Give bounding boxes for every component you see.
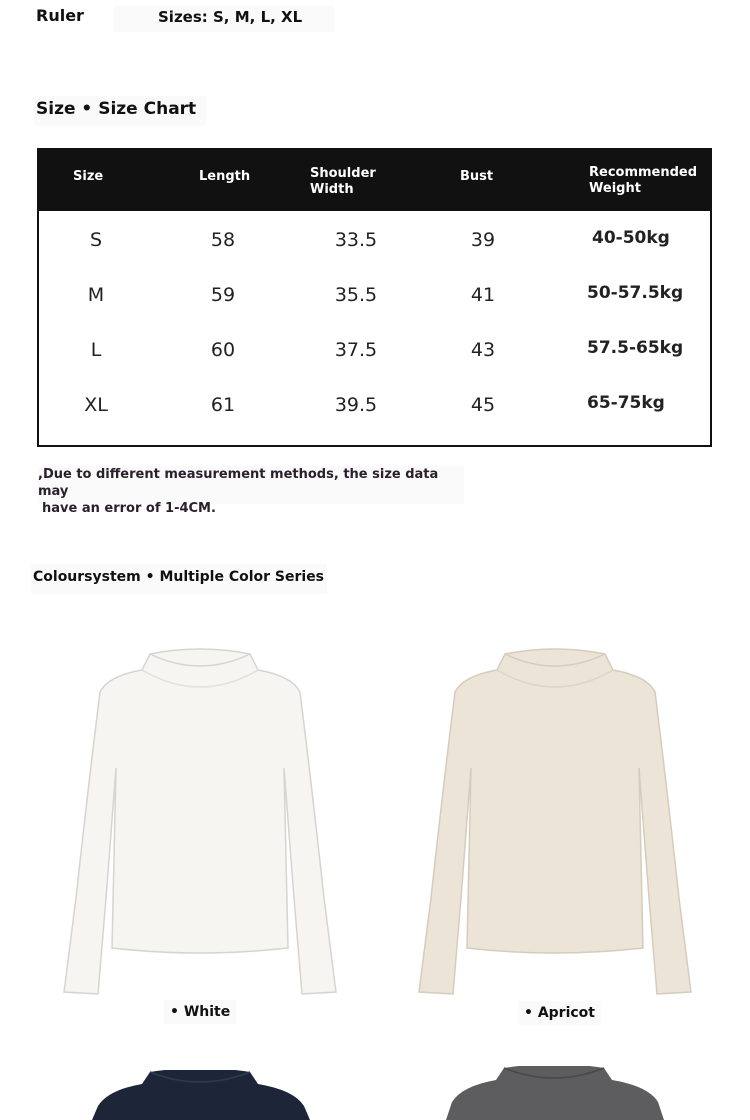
cell-bust: 43 (470, 339, 496, 361)
cell-size: S (89, 229, 103, 251)
cell-length: 59 (210, 284, 236, 306)
cell-weight: 65-75kg (587, 393, 665, 413)
measurement-note (38, 466, 464, 516)
cell-size: XL (84, 394, 108, 416)
ruler-label: Ruler (36, 6, 84, 25)
cell-weight: 50-57.5kg (587, 283, 684, 303)
header-shoulder-line1: Shoulder (310, 166, 376, 181)
cell-shoulder: 33.5 (334, 229, 378, 251)
apricot-shirt-body (419, 649, 691, 994)
cell-weight: 40-50kg (592, 228, 670, 248)
note-line-2: have an error of 1-4CM. (42, 501, 216, 516)
table-header (39, 150, 710, 211)
header-shoulder-width (310, 166, 376, 198)
header-length: Length (199, 169, 251, 184)
cell-length: 58 (210, 229, 236, 251)
size-chart-title: Size • Size Chart (34, 96, 206, 126)
cell-bust: 39 (470, 229, 496, 251)
header-recommended-weight (589, 165, 697, 197)
header-size: Size (73, 169, 104, 184)
white-shirt-body (64, 649, 336, 994)
cell-length: 61 (210, 394, 236, 416)
cell-shoulder: 37.5 (334, 339, 378, 361)
table-row (39, 323, 710, 378)
available-sizes: Sizes: S, M, L, XL (114, 6, 334, 32)
header-shoulder-line2: Width (310, 182, 354, 197)
color-series-title: Coloursystem • Multiple Color Series (31, 564, 327, 594)
white-shirt-image (62, 648, 338, 998)
cell-bust: 41 (470, 284, 496, 306)
grey-shirt-body (446, 1066, 664, 1120)
grey-shirt-image (442, 1066, 668, 1120)
apricot-shirt-image (417, 648, 693, 998)
cell-shoulder: 35.5 (334, 284, 378, 306)
cell-size: L (90, 339, 102, 361)
navy-shirt-image (88, 1070, 314, 1120)
size-chart-table (37, 148, 712, 447)
header-weight-line2: Weight (589, 181, 641, 196)
note-line-1: ,Due to different measurement methods, the size data may (38, 467, 439, 499)
color-label-white: • White (164, 1000, 236, 1024)
cell-weight: 57.5-65kg (587, 338, 684, 358)
table-row (39, 378, 710, 433)
cell-size: M (87, 284, 105, 306)
header-bust: Bust (460, 169, 494, 184)
cell-length: 60 (210, 339, 236, 361)
table-row (39, 213, 710, 268)
cell-bust: 45 (470, 394, 496, 416)
cell-shoulder: 39.5 (334, 394, 378, 416)
color-label-apricot: • Apricot (518, 1001, 601, 1025)
header-weight-line1: Recommended (589, 165, 698, 180)
table-row (39, 268, 710, 323)
navy-shirt-body (92, 1070, 310, 1120)
